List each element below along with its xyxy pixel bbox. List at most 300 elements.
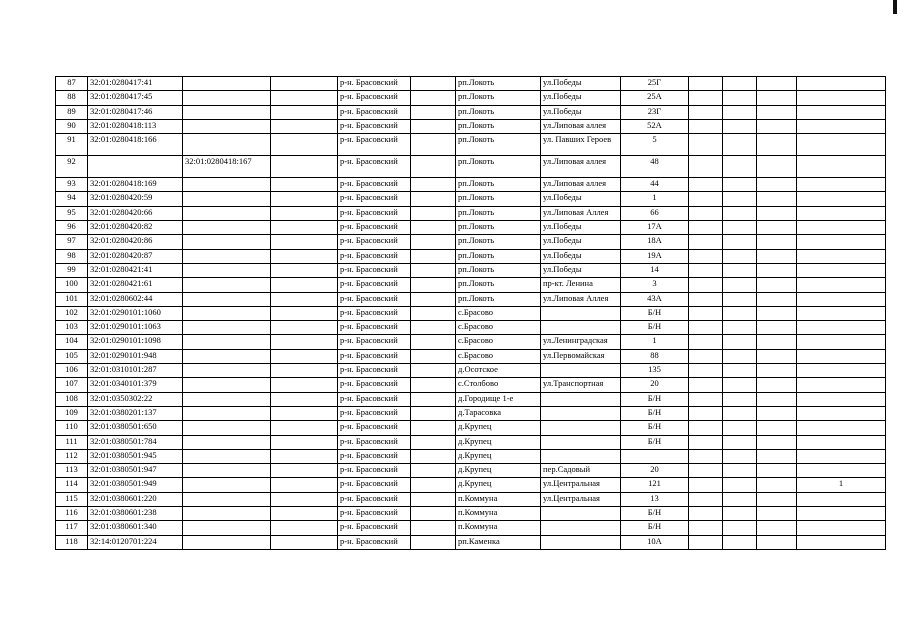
- count-column-cell: [797, 134, 886, 156]
- empty-column-cell: [411, 192, 456, 206]
- count-column-cell: [797, 464, 886, 478]
- table-row: [56, 278, 886, 292]
- locality-cell: д.Крупец: [456, 449, 541, 463]
- property-registry-table: [55, 76, 886, 550]
- empty-column-cell: [271, 105, 338, 119]
- empty-column-cell: [271, 535, 338, 549]
- street-cell: ул.Победы: [541, 263, 621, 277]
- empty-column-cell: [723, 292, 757, 306]
- cadastral-number-cell: 32:01:0380201:137: [88, 406, 183, 420]
- locality-cell: рп.Локоть: [456, 134, 541, 156]
- cadastral-number-alt-cell: [183, 134, 271, 156]
- house-number-cell: Б/Н: [621, 421, 689, 435]
- street-cell: ул.Победы: [541, 221, 621, 235]
- cadastral-number-cell: 32:01:0290101:1060: [88, 306, 183, 320]
- cadastral-number-alt-cell: [183, 278, 271, 292]
- locality-cell: рп.Локоть: [456, 278, 541, 292]
- empty-column-cell: [689, 507, 723, 521]
- empty-column-cell: [723, 435, 757, 449]
- empty-column-cell: [689, 492, 723, 506]
- empty-column-cell: [757, 263, 797, 277]
- count-column-cell: [797, 206, 886, 220]
- row-number-cell: 88: [56, 91, 88, 105]
- empty-column-cell: [689, 134, 723, 156]
- empty-column-cell: [757, 349, 797, 363]
- street-cell: ул.Победы: [541, 91, 621, 105]
- count-column-cell: [797, 364, 886, 378]
- cadastral-number-alt-cell: [183, 392, 271, 406]
- district-cell: р-н. Брасовский: [338, 156, 411, 178]
- empty-column-cell: [411, 292, 456, 306]
- registry-body: [56, 77, 886, 550]
- empty-column-cell: [689, 321, 723, 335]
- empty-column-cell: [271, 178, 338, 192]
- street-cell: [541, 421, 621, 435]
- empty-column-cell: [757, 435, 797, 449]
- house-number-cell: 44: [621, 178, 689, 192]
- empty-column-cell: [271, 464, 338, 478]
- count-column-cell: [797, 278, 886, 292]
- empty-column-cell: [411, 521, 456, 535]
- cadastral-number-alt-cell: [183, 306, 271, 320]
- cadastral-number-alt-cell: [183, 192, 271, 206]
- empty-column-cell: [689, 421, 723, 435]
- district-cell: р-н. Брасовский: [338, 235, 411, 249]
- count-column-cell: [797, 492, 886, 506]
- table-row: [56, 392, 886, 406]
- locality-cell: рп.Локоть: [456, 77, 541, 91]
- table-row: [56, 449, 886, 463]
- table-row: [56, 492, 886, 506]
- empty-column-cell: [411, 364, 456, 378]
- row-number-cell: 94: [56, 192, 88, 206]
- locality-cell: рп.Локоть: [456, 235, 541, 249]
- cadastral-number-alt-cell: [183, 119, 271, 133]
- table-row: [56, 178, 886, 192]
- locality-cell: с.Брасово: [456, 306, 541, 320]
- empty-column-cell: [757, 249, 797, 263]
- empty-column-cell: [271, 134, 338, 156]
- empty-column-cell: [689, 306, 723, 320]
- empty-column-cell: [271, 449, 338, 463]
- empty-column-cell: [411, 119, 456, 133]
- empty-column-cell: [271, 278, 338, 292]
- cadastral-number-alt-cell: [183, 464, 271, 478]
- house-number-cell: 13: [621, 492, 689, 506]
- cadastral-number-alt-cell: [183, 235, 271, 249]
- house-number-cell: 121: [621, 478, 689, 492]
- count-column-cell: [797, 292, 886, 306]
- empty-column-cell: [689, 119, 723, 133]
- district-cell: р-н. Брасовский: [338, 263, 411, 277]
- empty-column-cell: [689, 292, 723, 306]
- locality-cell: д.Осотское: [456, 364, 541, 378]
- empty-column-cell: [723, 349, 757, 363]
- locality-cell: рп.Локоть: [456, 206, 541, 220]
- empty-column-cell: [411, 449, 456, 463]
- house-number-cell: 135: [621, 364, 689, 378]
- empty-column-cell: [723, 306, 757, 320]
- table-row: [56, 335, 886, 349]
- count-column-cell: [797, 77, 886, 91]
- empty-column-cell: [689, 406, 723, 420]
- table-row: [56, 507, 886, 521]
- house-number-cell: Б/Н: [621, 435, 689, 449]
- empty-column-cell: [757, 91, 797, 105]
- house-number-cell: 25А: [621, 91, 689, 105]
- table-row: [56, 421, 886, 435]
- locality-cell: п.Коммуна: [456, 492, 541, 506]
- row-number-cell: 114: [56, 478, 88, 492]
- count-column-cell: [797, 392, 886, 406]
- empty-column-cell: [411, 263, 456, 277]
- empty-column-cell: [271, 263, 338, 277]
- count-column-cell: [797, 335, 886, 349]
- empty-column-cell: [757, 306, 797, 320]
- empty-column-cell: [689, 364, 723, 378]
- count-column-cell: [797, 105, 886, 119]
- district-cell: р-н. Брасовский: [338, 492, 411, 506]
- empty-column-cell: [757, 134, 797, 156]
- district-cell: р-н. Брасовский: [338, 449, 411, 463]
- cadastral-number-cell: 32:01:0280420:66: [88, 206, 183, 220]
- cadastral-number-cell: 32:01:0290101:1098: [88, 335, 183, 349]
- house-number-cell: 25Г: [621, 77, 689, 91]
- row-number-cell: 104: [56, 335, 88, 349]
- row-number-cell: 89: [56, 105, 88, 119]
- row-number-cell: 115: [56, 492, 88, 506]
- house-number-cell: 19А: [621, 249, 689, 263]
- empty-column-cell: [689, 478, 723, 492]
- empty-column-cell: [757, 235, 797, 249]
- locality-cell: с.Брасово: [456, 321, 541, 335]
- table-row: [56, 235, 886, 249]
- empty-column-cell: [757, 192, 797, 206]
- row-number-cell: 109: [56, 406, 88, 420]
- row-number-cell: 100: [56, 278, 88, 292]
- street-cell: [541, 449, 621, 463]
- empty-column-cell: [689, 392, 723, 406]
- street-cell: ул.Ленинградская: [541, 335, 621, 349]
- table-row: [56, 119, 886, 133]
- cadastral-number-alt-cell: [183, 263, 271, 277]
- cadastral-number-alt-cell: [183, 221, 271, 235]
- house-number-cell: 20: [621, 464, 689, 478]
- locality-cell: д.Крупец: [456, 421, 541, 435]
- empty-column-cell: [411, 507, 456, 521]
- district-cell: р-н. Брасовский: [338, 105, 411, 119]
- empty-column-cell: [723, 134, 757, 156]
- empty-column-cell: [411, 349, 456, 363]
- empty-column-cell: [271, 406, 338, 420]
- empty-column-cell: [723, 192, 757, 206]
- row-number-cell: 95: [56, 206, 88, 220]
- empty-column-cell: [689, 192, 723, 206]
- empty-column-cell: [271, 435, 338, 449]
- empty-column-cell: [411, 134, 456, 156]
- district-cell: р-н. Брасовский: [338, 321, 411, 335]
- count-column-cell: [797, 535, 886, 549]
- district-cell: р-н. Брасовский: [338, 134, 411, 156]
- street-cell: [541, 392, 621, 406]
- count-column-cell: 1: [797, 478, 886, 492]
- cadastral-number-cell: [88, 156, 183, 178]
- cadastral-number-cell: 32:01:0380501:947: [88, 464, 183, 478]
- cadastral-number-cell: 32:01:0350302:22: [88, 392, 183, 406]
- empty-column-cell: [271, 221, 338, 235]
- locality-cell: рп.Локоть: [456, 292, 541, 306]
- locality-cell: рп.Локоть: [456, 156, 541, 178]
- empty-column-cell: [757, 364, 797, 378]
- cadastral-number-cell: 32:01:0380601:220: [88, 492, 183, 506]
- district-cell: р-н. Брасовский: [338, 292, 411, 306]
- locality-cell: д.Крупец: [456, 478, 541, 492]
- street-cell: ул.Липовая аллея: [541, 119, 621, 133]
- street-cell: ул.Центральная: [541, 492, 621, 506]
- house-number-cell: 48: [621, 156, 689, 178]
- street-cell: ул.Липовая аллея: [541, 178, 621, 192]
- empty-column-cell: [411, 378, 456, 392]
- table-row: [56, 263, 886, 277]
- empty-column-cell: [271, 292, 338, 306]
- house-number-cell: Б/Н: [621, 392, 689, 406]
- empty-column-cell: [723, 321, 757, 335]
- empty-column-cell: [411, 306, 456, 320]
- street-cell: ул.Победы: [541, 235, 621, 249]
- house-number-cell: Б/Н: [621, 521, 689, 535]
- cadastral-number-alt-cell: [183, 292, 271, 306]
- street-cell: ул.Центральная: [541, 478, 621, 492]
- empty-column-cell: [689, 206, 723, 220]
- cadastral-number-alt-cell: [183, 77, 271, 91]
- cadastral-number-cell: 32:01:0280417:45: [88, 91, 183, 105]
- district-cell: р-н. Брасовский: [338, 221, 411, 235]
- empty-column-cell: [411, 77, 456, 91]
- empty-column-cell: [723, 364, 757, 378]
- empty-column-cell: [757, 507, 797, 521]
- street-cell: ул. Павших Героев: [541, 134, 621, 156]
- empty-column-cell: [689, 449, 723, 463]
- empty-column-cell: [411, 492, 456, 506]
- locality-cell: рп.Локоть: [456, 105, 541, 119]
- district-cell: р-н. Брасовский: [338, 349, 411, 363]
- empty-column-cell: [689, 156, 723, 178]
- empty-column-cell: [411, 335, 456, 349]
- empty-column-cell: [689, 91, 723, 105]
- row-number-cell: 113: [56, 464, 88, 478]
- street-cell: ул.Первомайская: [541, 349, 621, 363]
- empty-column-cell: [757, 156, 797, 178]
- cadastral-number-alt-cell: [183, 378, 271, 392]
- empty-column-cell: [411, 278, 456, 292]
- empty-column-cell: [757, 406, 797, 420]
- house-number-cell: 17А: [621, 221, 689, 235]
- empty-column-cell: [271, 156, 338, 178]
- street-cell: ул.Победы: [541, 105, 621, 119]
- count-column-cell: [797, 449, 886, 463]
- cadastral-number-alt-cell: [183, 535, 271, 549]
- empty-column-cell: [757, 77, 797, 91]
- empty-column-cell: [723, 119, 757, 133]
- locality-cell: д.Крупец: [456, 464, 541, 478]
- row-number-cell: 103: [56, 321, 88, 335]
- count-column-cell: [797, 306, 886, 320]
- district-cell: р-н. Брасовский: [338, 364, 411, 378]
- table-row: [56, 249, 886, 263]
- locality-cell: рп.Локоть: [456, 249, 541, 263]
- empty-column-cell: [271, 119, 338, 133]
- cadastral-number-cell: 32:01:0280418:169: [88, 178, 183, 192]
- empty-column-cell: [723, 478, 757, 492]
- empty-column-cell: [271, 91, 338, 105]
- empty-column-cell: [689, 263, 723, 277]
- district-cell: р-н. Брасовский: [338, 535, 411, 549]
- street-cell: [541, 364, 621, 378]
- cadastral-number-alt-cell: [183, 521, 271, 535]
- empty-column-cell: [689, 335, 723, 349]
- empty-column-cell: [723, 449, 757, 463]
- cadastral-number-alt-cell: [183, 91, 271, 105]
- empty-column-cell: [271, 478, 338, 492]
- house-number-cell: 3: [621, 278, 689, 292]
- empty-column-cell: [411, 105, 456, 119]
- cadastral-number-alt-cell: [183, 335, 271, 349]
- empty-column-cell: [757, 292, 797, 306]
- street-cell: пер.Садовый: [541, 464, 621, 478]
- locality-cell: рп.Локоть: [456, 192, 541, 206]
- empty-column-cell: [757, 119, 797, 133]
- empty-column-cell: [411, 321, 456, 335]
- cadastral-number-cell: 32:01:0280420:86: [88, 235, 183, 249]
- count-column-cell: [797, 263, 886, 277]
- cadastral-number-alt-cell: [183, 349, 271, 363]
- row-number-cell: 111: [56, 435, 88, 449]
- count-column-cell: [797, 378, 886, 392]
- cadastral-number-cell: 32:01:0280602:44: [88, 292, 183, 306]
- locality-cell: рп.Локоть: [456, 119, 541, 133]
- empty-column-cell: [689, 278, 723, 292]
- district-cell: р-н. Брасовский: [338, 521, 411, 535]
- cadastral-number-cell: 32:01:0380501:945: [88, 449, 183, 463]
- cadastral-number-alt-cell: [183, 492, 271, 506]
- table-row: [56, 192, 886, 206]
- empty-column-cell: [271, 349, 338, 363]
- empty-column-cell: [757, 392, 797, 406]
- row-number-cell: 118: [56, 535, 88, 549]
- house-number-cell: Б/Н: [621, 321, 689, 335]
- district-cell: р-н. Брасовский: [338, 435, 411, 449]
- empty-column-cell: [723, 235, 757, 249]
- empty-column-cell: [723, 278, 757, 292]
- empty-column-cell: [689, 435, 723, 449]
- empty-column-cell: [757, 521, 797, 535]
- empty-column-cell: [411, 435, 456, 449]
- empty-column-cell: [757, 535, 797, 549]
- street-cell: ул.Победы: [541, 249, 621, 263]
- house-number-cell: Б/Н: [621, 406, 689, 420]
- row-number-cell: 99: [56, 263, 88, 277]
- table-row: [56, 406, 886, 420]
- district-cell: р-н. Брасовский: [338, 335, 411, 349]
- cadastral-number-cell: 32:01:0280420:59: [88, 192, 183, 206]
- empty-column-cell: [757, 378, 797, 392]
- cadastral-number-cell: 32:01:0280420:87: [88, 249, 183, 263]
- empty-column-cell: [757, 321, 797, 335]
- empty-column-cell: [723, 492, 757, 506]
- empty-column-cell: [411, 535, 456, 549]
- empty-column-cell: [271, 521, 338, 535]
- empty-column-cell: [411, 206, 456, 220]
- empty-column-cell: [689, 535, 723, 549]
- house-number-cell: Б/Н: [621, 306, 689, 320]
- locality-cell: с.Брасово: [456, 349, 541, 363]
- empty-column-cell: [723, 378, 757, 392]
- table-row: [56, 535, 886, 549]
- empty-column-cell: [723, 249, 757, 263]
- empty-column-cell: [723, 535, 757, 549]
- street-cell: [541, 321, 621, 335]
- cadastral-number-cell: 32:01:0380601:340: [88, 521, 183, 535]
- empty-column-cell: [689, 105, 723, 119]
- row-number-cell: 117: [56, 521, 88, 535]
- empty-column-cell: [271, 249, 338, 263]
- empty-column-cell: [723, 521, 757, 535]
- cadastral-number-cell: 32:14:0120701:224: [88, 535, 183, 549]
- count-column-cell: [797, 435, 886, 449]
- empty-column-cell: [723, 221, 757, 235]
- count-column-cell: [797, 406, 886, 420]
- house-number-cell: 43А: [621, 292, 689, 306]
- house-number-cell: 20: [621, 378, 689, 392]
- empty-column-cell: [723, 156, 757, 178]
- empty-column-cell: [271, 492, 338, 506]
- row-number-cell: 96: [56, 221, 88, 235]
- cadastral-number-cell: 32:01:0290101:1063: [88, 321, 183, 335]
- house-number-cell: 52А: [621, 119, 689, 133]
- district-cell: р-н. Брасовский: [338, 249, 411, 263]
- count-column-cell: [797, 192, 886, 206]
- row-number-cell: 98: [56, 249, 88, 263]
- street-cell: [541, 521, 621, 535]
- house-number-cell: 10А: [621, 535, 689, 549]
- empty-column-cell: [723, 206, 757, 220]
- empty-column-cell: [271, 77, 338, 91]
- locality-cell: рп.Локоть: [456, 178, 541, 192]
- empty-column-cell: [411, 421, 456, 435]
- empty-column-cell: [757, 478, 797, 492]
- cadastral-number-alt-cell: [183, 507, 271, 521]
- district-cell: р-н. Брасовский: [338, 406, 411, 420]
- cadastral-number-cell: 32:01:0280418:166: [88, 134, 183, 156]
- house-number-cell: [621, 449, 689, 463]
- table-row: [56, 435, 886, 449]
- cadastral-number-alt-cell: [183, 364, 271, 378]
- locality-cell: рп.Каменка: [456, 535, 541, 549]
- empty-column-cell: [723, 464, 757, 478]
- locality-cell: д.Тарасовка: [456, 406, 541, 420]
- row-number-cell: 92: [56, 156, 88, 178]
- empty-column-cell: [411, 478, 456, 492]
- cadastral-number-alt-cell: [183, 105, 271, 119]
- district-cell: р-н. Брасовский: [338, 306, 411, 320]
- cadastral-number-cell: 32:01:0310101:287: [88, 364, 183, 378]
- cadastral-number-alt-cell: [183, 206, 271, 220]
- locality-cell: с.Брасово: [456, 335, 541, 349]
- row-number-cell: 87: [56, 77, 88, 91]
- empty-column-cell: [271, 364, 338, 378]
- table-row: [56, 105, 886, 119]
- house-number-cell: 88: [621, 349, 689, 363]
